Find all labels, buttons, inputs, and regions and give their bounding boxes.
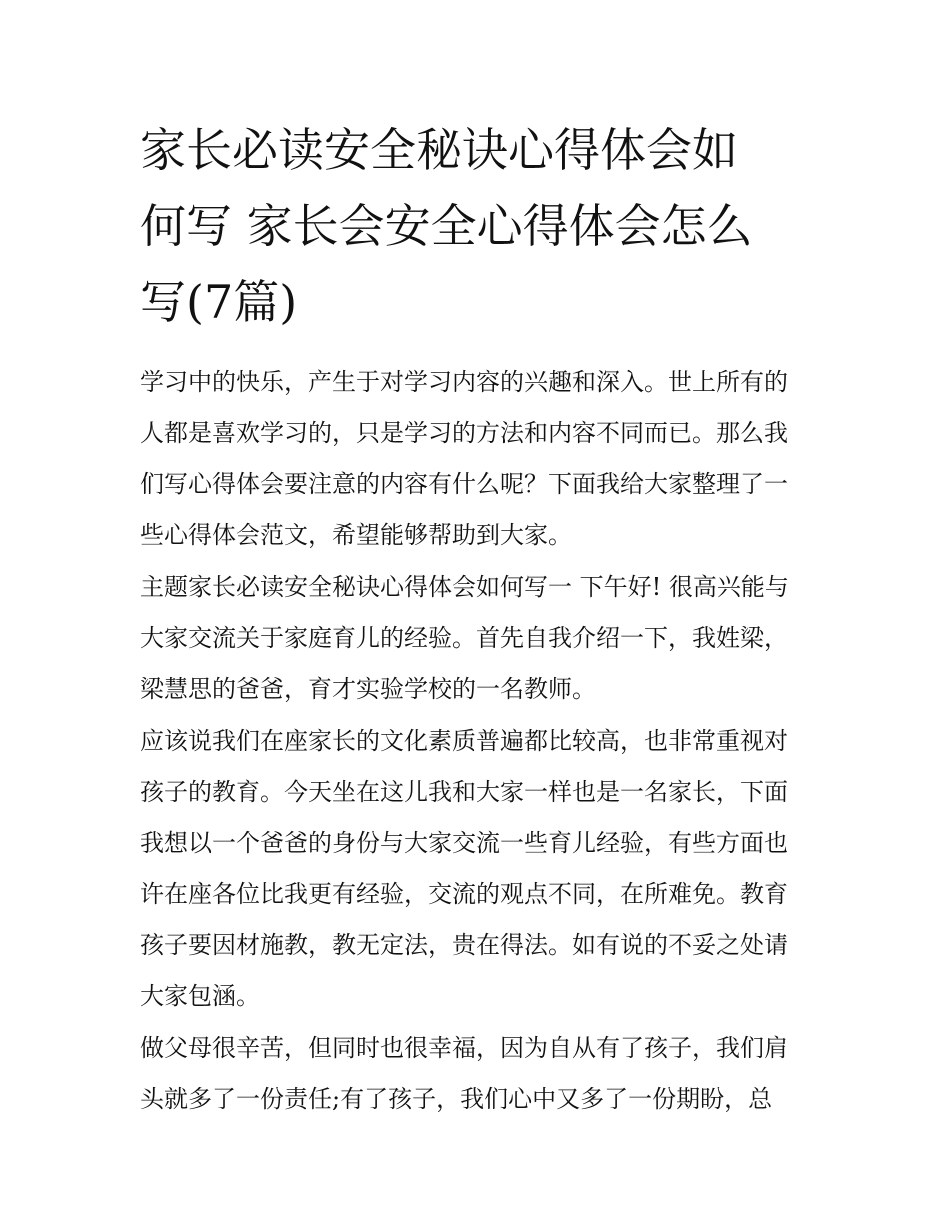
- text-line: 梁慧思的爸爸，育才实验学校的一名教师。: [140, 675, 596, 703]
- document-title: [140, 112, 812, 340]
- title-line: 家长必读安全秘诀心得体会如: [140, 123, 738, 177]
- text-line: 孩子的教育。今天坐在这儿我和大家一样也是一名家长，下面: [140, 778, 788, 806]
- text-line: 大家交流关于家庭育儿的经验。首先自我介绍一下，我姓梁，: [140, 624, 788, 652]
- text-line: 学习中的快乐，产生于对学习内容的兴趣和深入。世上所有的: [140, 368, 788, 396]
- text-line: 些心得体会范文，希望能够帮助到大家。: [140, 521, 572, 549]
- text-line: 许在座各位比我更有经验，交流的观点不同，在所难免。教育: [140, 880, 788, 908]
- text-line: 做父母很辛苦，但同时也很幸福，因为自从有了孩子，我们肩: [140, 1034, 788, 1062]
- document-page: [140, 112, 812, 1126]
- paragraph-parents: [140, 1023, 812, 1125]
- title-line: 何写 家长会安全心得体会怎么: [140, 199, 753, 253]
- text-line: 大家包涵。: [140, 982, 260, 1010]
- paragraph-topic: [140, 562, 812, 715]
- text-line: 人都是喜欢学习的，只是学习的方法和内容不同而已。那么我: [140, 419, 788, 447]
- text-line: 头就多了一份责任;有了孩子，我们心中又多了一份期盼，总: [140, 1085, 773, 1113]
- document-body: [140, 357, 812, 1125]
- text-line: 孩子要因材施教，教无定法，贵在得法。如有说的不妥之处请: [140, 931, 788, 959]
- text-line: 主题家长必读安全秘诀心得体会如何写一 下午好! 很高兴能与: [140, 573, 789, 601]
- paragraph-education: [140, 716, 812, 1022]
- text-line: 们写心得体会要注意的内容有什么呢？下面我给大家整理了一: [140, 470, 788, 498]
- paragraph-intro: [140, 357, 812, 561]
- text-line: 应该说我们在座家长的文化素质普遍都比较高，也非常重视对: [140, 727, 788, 755]
- text-line: 我想以一个爸爸的身份与大家交流一些育儿经验，有些方面也: [140, 829, 788, 857]
- title-line: 写(7篇): [140, 275, 298, 329]
